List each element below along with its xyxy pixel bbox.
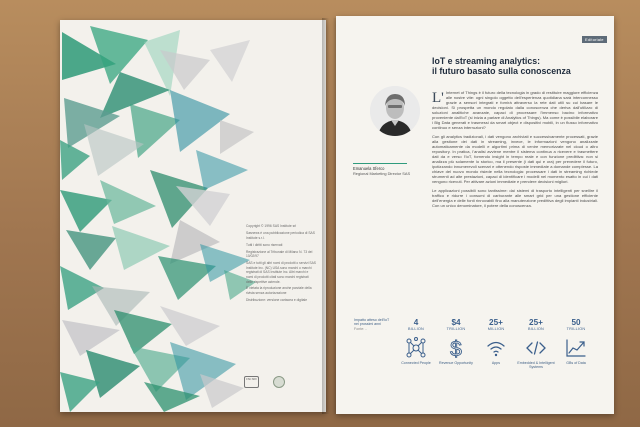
stat-value: $4 <box>451 318 461 327</box>
author-photo <box>370 86 420 136</box>
author-role: Regional Marketing Director SAS <box>353 171 411 177</box>
recycle-logo <box>273 376 285 388</box>
triangle-pattern <box>60 20 326 412</box>
imprint-line: Distribuzione: versione cartacea e digitale <box>246 298 308 303</box>
paragraph: Con gli analytics tradizionali, i dati vengono archiviati e successivamente processati, grazie alla gestione dei dati in streaming, invece, le informazioni vengono analizzate automaticamente da modelli e algoritmi prima di venire memorizzate nel cloud o altro repository. In pratica, l'analisi avviene mentre il sistema continua a ricevere e trasmettere dati da e verso l'IoT, fornendo insight in tempo reale e con funzione predittiva: non si analizza più solamente lo storico, ma il presente (i dati qui e ora) per prevedere il futuro, ipotizzando innumerevoli scenari e ottenendo risposte immediate a domande complesse. La chiave del nuovo mondo risiede nella tecnologia: processare i dati in streaming richiede strumenti ad alte prestazioni, capaci di identificare i modelli nel momento esatto in cui i dati vengono ricevuti. Per attivare azioni immediate e prendere decisioni migliori. <box>432 134 598 184</box>
stat-label: Connected People <box>401 361 431 366</box>
imprint-line: Registrazione al Tribunale di Milano N. 73 del 10/02/97 <box>246 249 313 259</box>
stat-apps <box>476 318 516 365</box>
stat-label: GBs of Data <box>566 361 586 366</box>
title-line: IoT e streaming analytics: <box>432 56 541 66</box>
stat-gbs-of-data <box>556 318 596 365</box>
stat-value: 25+ <box>529 318 543 327</box>
iot-stats-infographic <box>352 318 606 394</box>
imprint-line: Sasnews è una pubblicazione periodica di SAS Institute s.r.l. <box>246 230 315 240</box>
caption-rule <box>353 163 407 164</box>
stat-unit: TRILLION <box>446 327 466 331</box>
article-body <box>432 91 598 214</box>
stat-value: 4 <box>413 318 419 327</box>
stats-lead-text: Impatto atteso dell'IoT nei prossimi anni <box>354 318 390 327</box>
stat-value: 25+ <box>489 318 503 327</box>
stat-label: Embedded & Intelligent Systems <box>517 361 555 370</box>
dropcap: L' <box>432 90 444 106</box>
imprint-line: SAS e tutti gli altri nomi di prodotti o servizi SAS Institute Inc. (NC) USA sono marchi o marchi registrati di SAS Institute Inc. Altri marchi e nomi di prodotti citati sono marchi registrati delle rispettive aziende. <box>246 261 316 284</box>
author-name: Emanuela Sferco <box>353 166 385 172</box>
stat-revenue-opportunity <box>436 318 476 365</box>
stat-unit: TRILLION <box>566 327 586 331</box>
stats-source: Fonte: .. <box>354 326 368 331</box>
imprint-line: Copyright © 1996 SAS Institute srl <box>246 224 297 228</box>
stats-lead <box>354 318 394 331</box>
title-line: il futuro basato sulla conoscenza <box>432 66 571 76</box>
author-caption <box>353 163 433 176</box>
paragraph-text: Internet of Things è il futuro della tecnologia in grado di restituire maggiore efficienza alle nostre vite: ogni singolo oggetto dell'esperienza quotidiana sarà interconnesso grazie a sensori integrati e fornirà attraverso la rete dati utili su cui basare le decisioni. Si prospetta un mondo regolato dalla conoscenza che deriva dall'utilizzo di soluzioni analitiche avanzate, capaci di processare l'immenso bacino informativo proveniente dall'IoT (si inizia a parlare di Analytics of Things). Ma come è possibile elaborare i Big Data generati e trasmessi da smart object e dispositivi mobili, in un flusso informativo continuo e senza interruzioni? <box>432 90 598 130</box>
dollar-icon <box>445 337 467 359</box>
stat-unit: BILLION <box>408 327 424 331</box>
stat-embedded-systems <box>516 318 556 370</box>
paragraph: Le applicazioni possibili sono tantissime: dai sistemi di trasporto intelligenti per snellire il traffico e ridurre i consumi di carburante alle smart grid per una gestione efficiente dell'energia e delle fonti rinnovabili fino alla manutenzione predittiva degli impianti industriali. Con un unico denominatore, il potere della conoscenza. <box>432 188 598 209</box>
stat-label: Revenue Opportunity <box>439 361 473 366</box>
left-page <box>60 20 326 412</box>
chart-line-icon <box>565 337 587 359</box>
stat-unit: BILLION <box>528 327 544 331</box>
stat-connected-people <box>396 318 436 365</box>
author-portrait <box>370 86 420 136</box>
stat-unit: MILLION <box>487 327 505 331</box>
certification-logos <box>244 376 285 388</box>
imprint-line: È vietata la riproduzione anche parziale della rivista senza autorizzazione <box>246 286 312 296</box>
stat-label: Apps <box>491 361 501 366</box>
network-icon <box>405 337 427 359</box>
wifi-icon <box>485 337 507 359</box>
section-badge: Editoriale <box>582 36 607 43</box>
imprint-text <box>246 224 316 305</box>
article-title <box>432 56 602 76</box>
svg-text:$: $ <box>450 338 462 360</box>
stat-value: 50 <box>571 318 581 327</box>
paragraph <box>432 91 598 131</box>
code-icon <box>525 337 547 359</box>
fsc-logo: FSC MIX <box>244 376 259 388</box>
imprint-line: Tutti i diritti sono riservati <box>246 242 283 247</box>
